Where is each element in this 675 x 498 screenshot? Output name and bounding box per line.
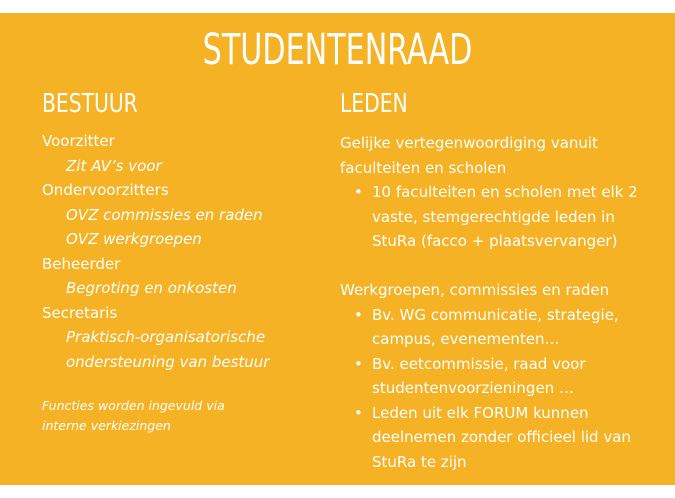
list-item xyxy=(340,401,660,475)
duty-secretaris-1: Praktisch-organisatorische xyxy=(66,328,266,346)
bullet-icon: • xyxy=(354,305,363,324)
leden-bullets-2 xyxy=(340,303,660,475)
list-item-text: Bv. eetcommissie, raad voor studentenvoorzieningen … xyxy=(372,354,586,397)
duty-secretaris-2: ondersteuning van bestuur xyxy=(66,352,270,371)
leden-intro-2: Werkgroepen, commissies en raden xyxy=(340,281,610,299)
list-item-text: 10 faculteiten en scholen met elk 2 vaste, stemgerechtigde leden in StuRa (facco + plaatsvervanger) xyxy=(372,183,638,250)
note-line-2: interne verkiezingen xyxy=(42,418,171,433)
role-ondervoorzitters: Ondervoorzitters xyxy=(42,181,169,199)
list-item xyxy=(340,303,660,352)
list-item xyxy=(340,180,660,254)
note-line-1: Functies worden ingevuld via xyxy=(42,398,225,413)
bestuur-list xyxy=(42,129,322,374)
leden-heading: LEDEN xyxy=(340,89,408,119)
list-item-text: Leden uit elk FORUM kunnen deelnemen zonder officieel lid van StuRa te zijn xyxy=(372,403,631,471)
slide xyxy=(0,13,675,485)
leden-bullets-1 xyxy=(340,180,660,254)
leden-intro-1-line-1: Gelijke vertegenwoordiging vanuit xyxy=(340,134,598,152)
list-item xyxy=(340,352,660,401)
duty-beheerder: Begroting en onkosten xyxy=(66,279,237,297)
leden-intro-1-line-2: faculteiten en scholen xyxy=(340,158,507,177)
duty-voorzitter: Zit AV’s voor xyxy=(66,156,162,175)
role-voorzitter: Voorzitter xyxy=(42,132,115,150)
bullet-icon: • xyxy=(354,354,363,373)
bullet-icon: • xyxy=(354,403,363,422)
leden-list xyxy=(340,131,660,474)
duty-ovz-werkgroepen: OVZ werkgroepen xyxy=(66,230,202,248)
slide-title: STUDENTENRAAD xyxy=(202,25,473,75)
role-beheerder: Beheerder xyxy=(42,254,121,273)
spacer xyxy=(340,254,660,279)
bestuur-heading: BESTUUR xyxy=(42,89,138,119)
bullet-icon: • xyxy=(354,183,363,201)
bestuur-note xyxy=(42,396,302,436)
duty-ovz-commissies: OVZ commissies en raden xyxy=(66,205,263,224)
role-secretaris: Secretaris xyxy=(42,303,118,322)
list-item-text: Bv. WG communicatie, strategie, campus, evenementen… xyxy=(372,305,619,348)
